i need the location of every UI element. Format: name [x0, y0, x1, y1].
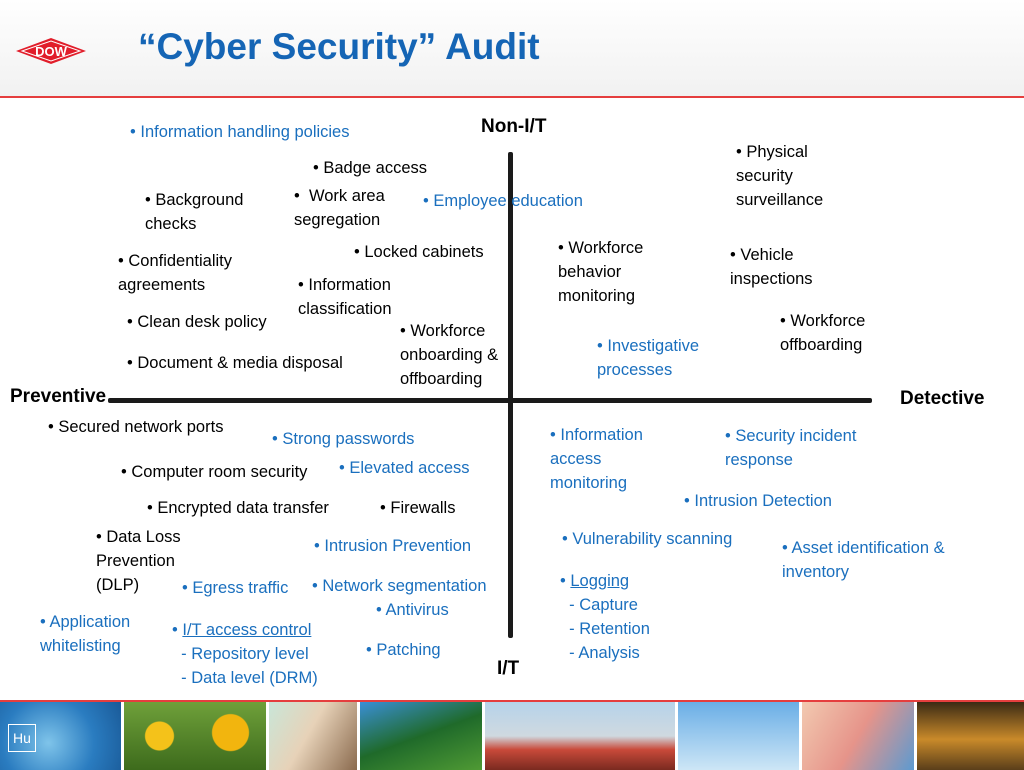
- item-strong-passwords: • Strong passwords: [272, 430, 415, 448]
- dow-logo-text: DOW: [35, 44, 67, 59]
- horizontal-axis: [108, 398, 872, 403]
- plant-night-photo: [917, 702, 1024, 770]
- item-intrusion-prevention: • Intrusion Prevention: [314, 537, 472, 555]
- dow-logo: [14, 36, 88, 66]
- item-it-access-control: [172, 618, 311, 642]
- item-employee-education: • Employee education: [423, 192, 583, 210]
- slide-header: [0, 0, 1024, 98]
- vertical-axis: [508, 152, 513, 638]
- item-workforce-onboarding: • Workforce onboarding & offboarding: [400, 322, 499, 388]
- item-information-handling-policies: • Information handling policies: [130, 123, 350, 141]
- wind-turbines-photo: [678, 702, 799, 770]
- item-investigative-processes: • Investigative processes: [597, 337, 700, 379]
- item-patching: • Patching: [366, 641, 441, 659]
- item-secured-network-ports: • Secured network ports: [48, 418, 224, 436]
- item-locked-cabinets: • Locked cabinets: [354, 243, 484, 261]
- item-encrypted-data-transfer: • Encrypted data transfer: [147, 499, 329, 517]
- offshore-rig-photo: [485, 702, 675, 770]
- plants-photo: [360, 702, 482, 770]
- item-network-segmentation: • Network segmentation: [312, 577, 487, 595]
- item-document-media-disposal: • Document & media disposal: [127, 354, 343, 372]
- item-elevated-access: • Elevated access: [339, 459, 470, 477]
- axis-label-it: I/T: [497, 658, 520, 679]
- item-physical-security-surveillance: • Physical security surveillance: [736, 143, 824, 209]
- item-firewalls: • Firewalls: [380, 499, 456, 517]
- item-security-incident-response: • Security incident response: [725, 427, 857, 469]
- axis-label-non-it: Non-I/T: [481, 116, 547, 137]
- item-asset-identification: • Asset identification & inventory: [782, 539, 945, 581]
- footer-photo-strip: [0, 700, 1024, 770]
- logging-label: Logging: [570, 572, 630, 590]
- water-photo: [0, 702, 121, 770]
- item-logging: [560, 569, 629, 593]
- item-computer-room-security: • Computer room security: [121, 463, 308, 481]
- item-egress-traffic: • Egress traffic: [182, 579, 289, 597]
- it-access-bullet: •: [172, 621, 183, 639]
- item-confidentiality-agreements: • Confidentiality agreements: [118, 252, 233, 294]
- item-workforce-offboarding: • Workforce offboarding: [780, 312, 866, 354]
- sunflowers-photo: [124, 702, 266, 770]
- item-vulnerability-scanning: • Vulnerability scanning: [562, 530, 733, 548]
- hu-badge: Hu: [8, 724, 36, 752]
- item-clean-desk-policy: • Clean desk policy: [127, 313, 267, 331]
- item-workforce-behavior-monitoring: • Workforce behavior monitoring: [558, 239, 644, 305]
- item-work-area-segregation: • Work area segregation: [294, 187, 385, 229]
- axis-label-detective: Detective: [900, 388, 985, 409]
- item-application-whitelisting: • Application whitelisting: [40, 613, 131, 655]
- woman-child-photo: [269, 702, 357, 770]
- logging-bullet: •: [560, 572, 571, 590]
- item-badge-access: • Badge access: [313, 159, 428, 177]
- item-data-loss-prevention: • Data Loss Prevention (DLP): [96, 528, 181, 594]
- slide-title: “Cyber Security” Audit: [138, 26, 540, 67]
- children-reading-photo: [802, 702, 914, 770]
- item-antivirus: • Antivirus: [376, 601, 449, 619]
- item-logging-sublist: - Capture - Retention - Analysis: [569, 596, 650, 662]
- it-access-label: I/T access control: [182, 621, 312, 639]
- item-information-classification: • Information classification: [298, 276, 392, 318]
- item-intrusion-detection: • Intrusion Detection: [684, 492, 832, 510]
- axis-label-preventive: Preventive: [10, 386, 107, 407]
- item-vehicle-inspections: • Vehicle inspections: [730, 246, 813, 288]
- item-information-access-monitoring: • Information access monitoring: [550, 426, 643, 492]
- item-it-access-sublist: - Repository level - Data level (DRM): [181, 645, 318, 687]
- item-background-checks: • Background checks: [145, 191, 244, 233]
